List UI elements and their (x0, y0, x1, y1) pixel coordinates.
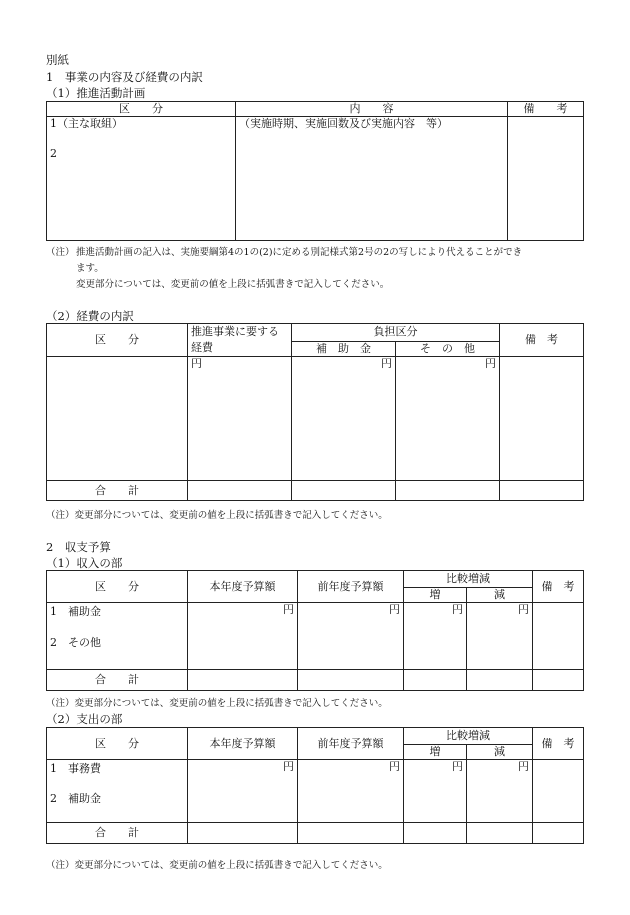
section1-title: 1 事業の内容及び経費の内訳 (46, 70, 203, 84)
t3-prev-cell[interactable] (298, 603, 404, 670)
t4-inc-cell[interactable] (404, 760, 467, 823)
t4-header-inc: 増 (404, 745, 467, 760)
header-kubun: 区 分 (47, 102, 236, 117)
t4-row1-label: 1 事務費 (50, 762, 101, 775)
note3: （注）変更部分については、変更前の値を上段に括弧書きで記入してください。 (46, 698, 388, 709)
t3-header-dec: 減 (467, 588, 533, 603)
t4-total-label: 合 計 (47, 823, 188, 844)
t2-header-burden: 負担区分 (292, 324, 500, 342)
t2-header-subsidy: 補 助 金 (292, 341, 396, 356)
note1-label: （注） (46, 247, 75, 258)
t2-header-kubun: 区 分 (47, 324, 188, 357)
yen-unit: 円 (283, 603, 294, 616)
header-remarks: 備 考 (508, 102, 584, 117)
t3-total-inc[interactable] (404, 670, 467, 691)
t4-current-cell[interactable] (188, 760, 298, 823)
attachment-label: 別紙 (46, 53, 69, 67)
t2-header-remarks: 備 考 (500, 324, 584, 357)
main-action-label: 1（主な取組） (50, 117, 123, 130)
sub1-title: （1）推進活動計画 (46, 86, 146, 100)
section2-title: 2 収支予算 (46, 540, 111, 554)
t3-current-cell[interactable] (188, 603, 298, 670)
t4-kubun-cell[interactable] (47, 760, 188, 823)
note2: （注）変更部分については、変更前の値を上段に括弧書きで記入してください。 (46, 510, 388, 521)
yen-unit: 円 (191, 357, 202, 370)
t3-total-dec[interactable] (467, 670, 533, 691)
t3-remarks-cell[interactable] (533, 603, 584, 670)
t3-header-prev: 前年度予算額 (298, 571, 404, 603)
t2-total-other[interactable] (396, 481, 500, 501)
t3-kubun-cell[interactable] (47, 603, 188, 670)
t4-row2-label: 2 補助金 (50, 792, 101, 805)
yen-unit: 円 (485, 357, 496, 370)
t2-subsidy-cell[interactable] (292, 357, 396, 481)
content-cell[interactable] (236, 117, 508, 241)
sub4-title: （2）支出の部 (46, 712, 123, 726)
note4: （注）変更部分については、変更前の値を上段に括弧書きで記入してください。 (46, 860, 388, 871)
t3-total-prev[interactable] (298, 670, 404, 691)
yen-unit: 円 (518, 760, 529, 773)
remarks-cell[interactable] (508, 117, 584, 241)
yen-unit: 円 (518, 603, 529, 616)
kubun-cell[interactable] (47, 117, 236, 241)
t2-remarks-cell[interactable] (500, 357, 584, 481)
t2-total-expense[interactable] (188, 481, 292, 501)
t4-header-compare: 比較増減 (404, 728, 533, 745)
t4-remarks-cell[interactable] (533, 760, 584, 823)
header-content: 内 容 (236, 102, 508, 117)
sub2-title: （2）経費の内訳 (46, 309, 134, 323)
item-2-label: 2 (50, 147, 57, 160)
t3-header-compare: 比較増減 (404, 571, 533, 588)
activity-plan-table (46, 101, 584, 241)
t2-kubun-cell[interactable] (47, 357, 188, 481)
note1-line2: ます。 (76, 263, 104, 274)
expense-table (46, 323, 584, 501)
t3-header-kubun: 区 分 (47, 571, 188, 603)
t4-header-prev: 前年度予算額 (298, 728, 404, 760)
t4-dec-cell[interactable] (467, 760, 533, 823)
t3-header-remarks: 備 考 (533, 571, 584, 603)
income-table (46, 570, 584, 691)
t3-header-inc: 増 (404, 588, 467, 603)
yen-unit: 円 (381, 357, 392, 370)
t4-total-inc[interactable] (404, 823, 467, 844)
t4-prev-cell[interactable] (298, 760, 404, 823)
t4-total-remarks[interactable] (533, 823, 584, 844)
yen-unit: 円 (389, 760, 400, 773)
t3-inc-cell[interactable] (404, 603, 467, 670)
t3-total-label: 合 計 (47, 670, 188, 691)
yen-unit: 円 (283, 760, 294, 773)
t4-total-dec[interactable] (467, 823, 533, 844)
t4-total-prev[interactable] (298, 823, 404, 844)
t3-total-current[interactable] (188, 670, 298, 691)
t2-other-cell[interactable] (396, 357, 500, 481)
t3-row1-label: 1 補助金 (50, 605, 101, 618)
t4-header-current: 本年度予算額 (188, 728, 298, 760)
t3-row2-label: 2 その他 (50, 636, 101, 649)
t3-dec-cell[interactable] (467, 603, 533, 670)
expenditure-table (46, 727, 584, 844)
note1-line3: 変更部分については、変更前の値を上段に括弧書きで記入してください。 (76, 279, 390, 290)
t2-header-expense: 推進事業に要する経費 (188, 324, 292, 357)
yen-unit: 円 (452, 760, 463, 773)
t2-header-other: そ の 他 (396, 341, 500, 356)
t3-header-current: 本年度予算額 (188, 571, 298, 603)
t4-header-kubun: 区 分 (47, 728, 188, 760)
content-hint: （実施時期、実施回数及び実施内容 等） (239, 117, 448, 130)
yen-unit: 円 (452, 603, 463, 616)
yen-unit: 円 (389, 603, 400, 616)
t4-header-dec: 減 (467, 745, 533, 760)
t4-header-remarks: 備 考 (533, 728, 584, 760)
t2-expense-cell[interactable] (188, 357, 292, 481)
t2-total-label: 合 計 (47, 481, 188, 501)
t2-total-subsidy[interactable] (292, 481, 396, 501)
t4-total-current[interactable] (188, 823, 298, 844)
t3-total-remarks[interactable] (533, 670, 584, 691)
t2-total-remarks[interactable] (500, 481, 584, 501)
sub3-title: （1）収入の部 (46, 556, 123, 570)
note1-line1: 推進活動計画の記入は、実施要綱第4の1の(2)に定める別記様式第2号の2の写しにより代えることができ (76, 247, 523, 258)
